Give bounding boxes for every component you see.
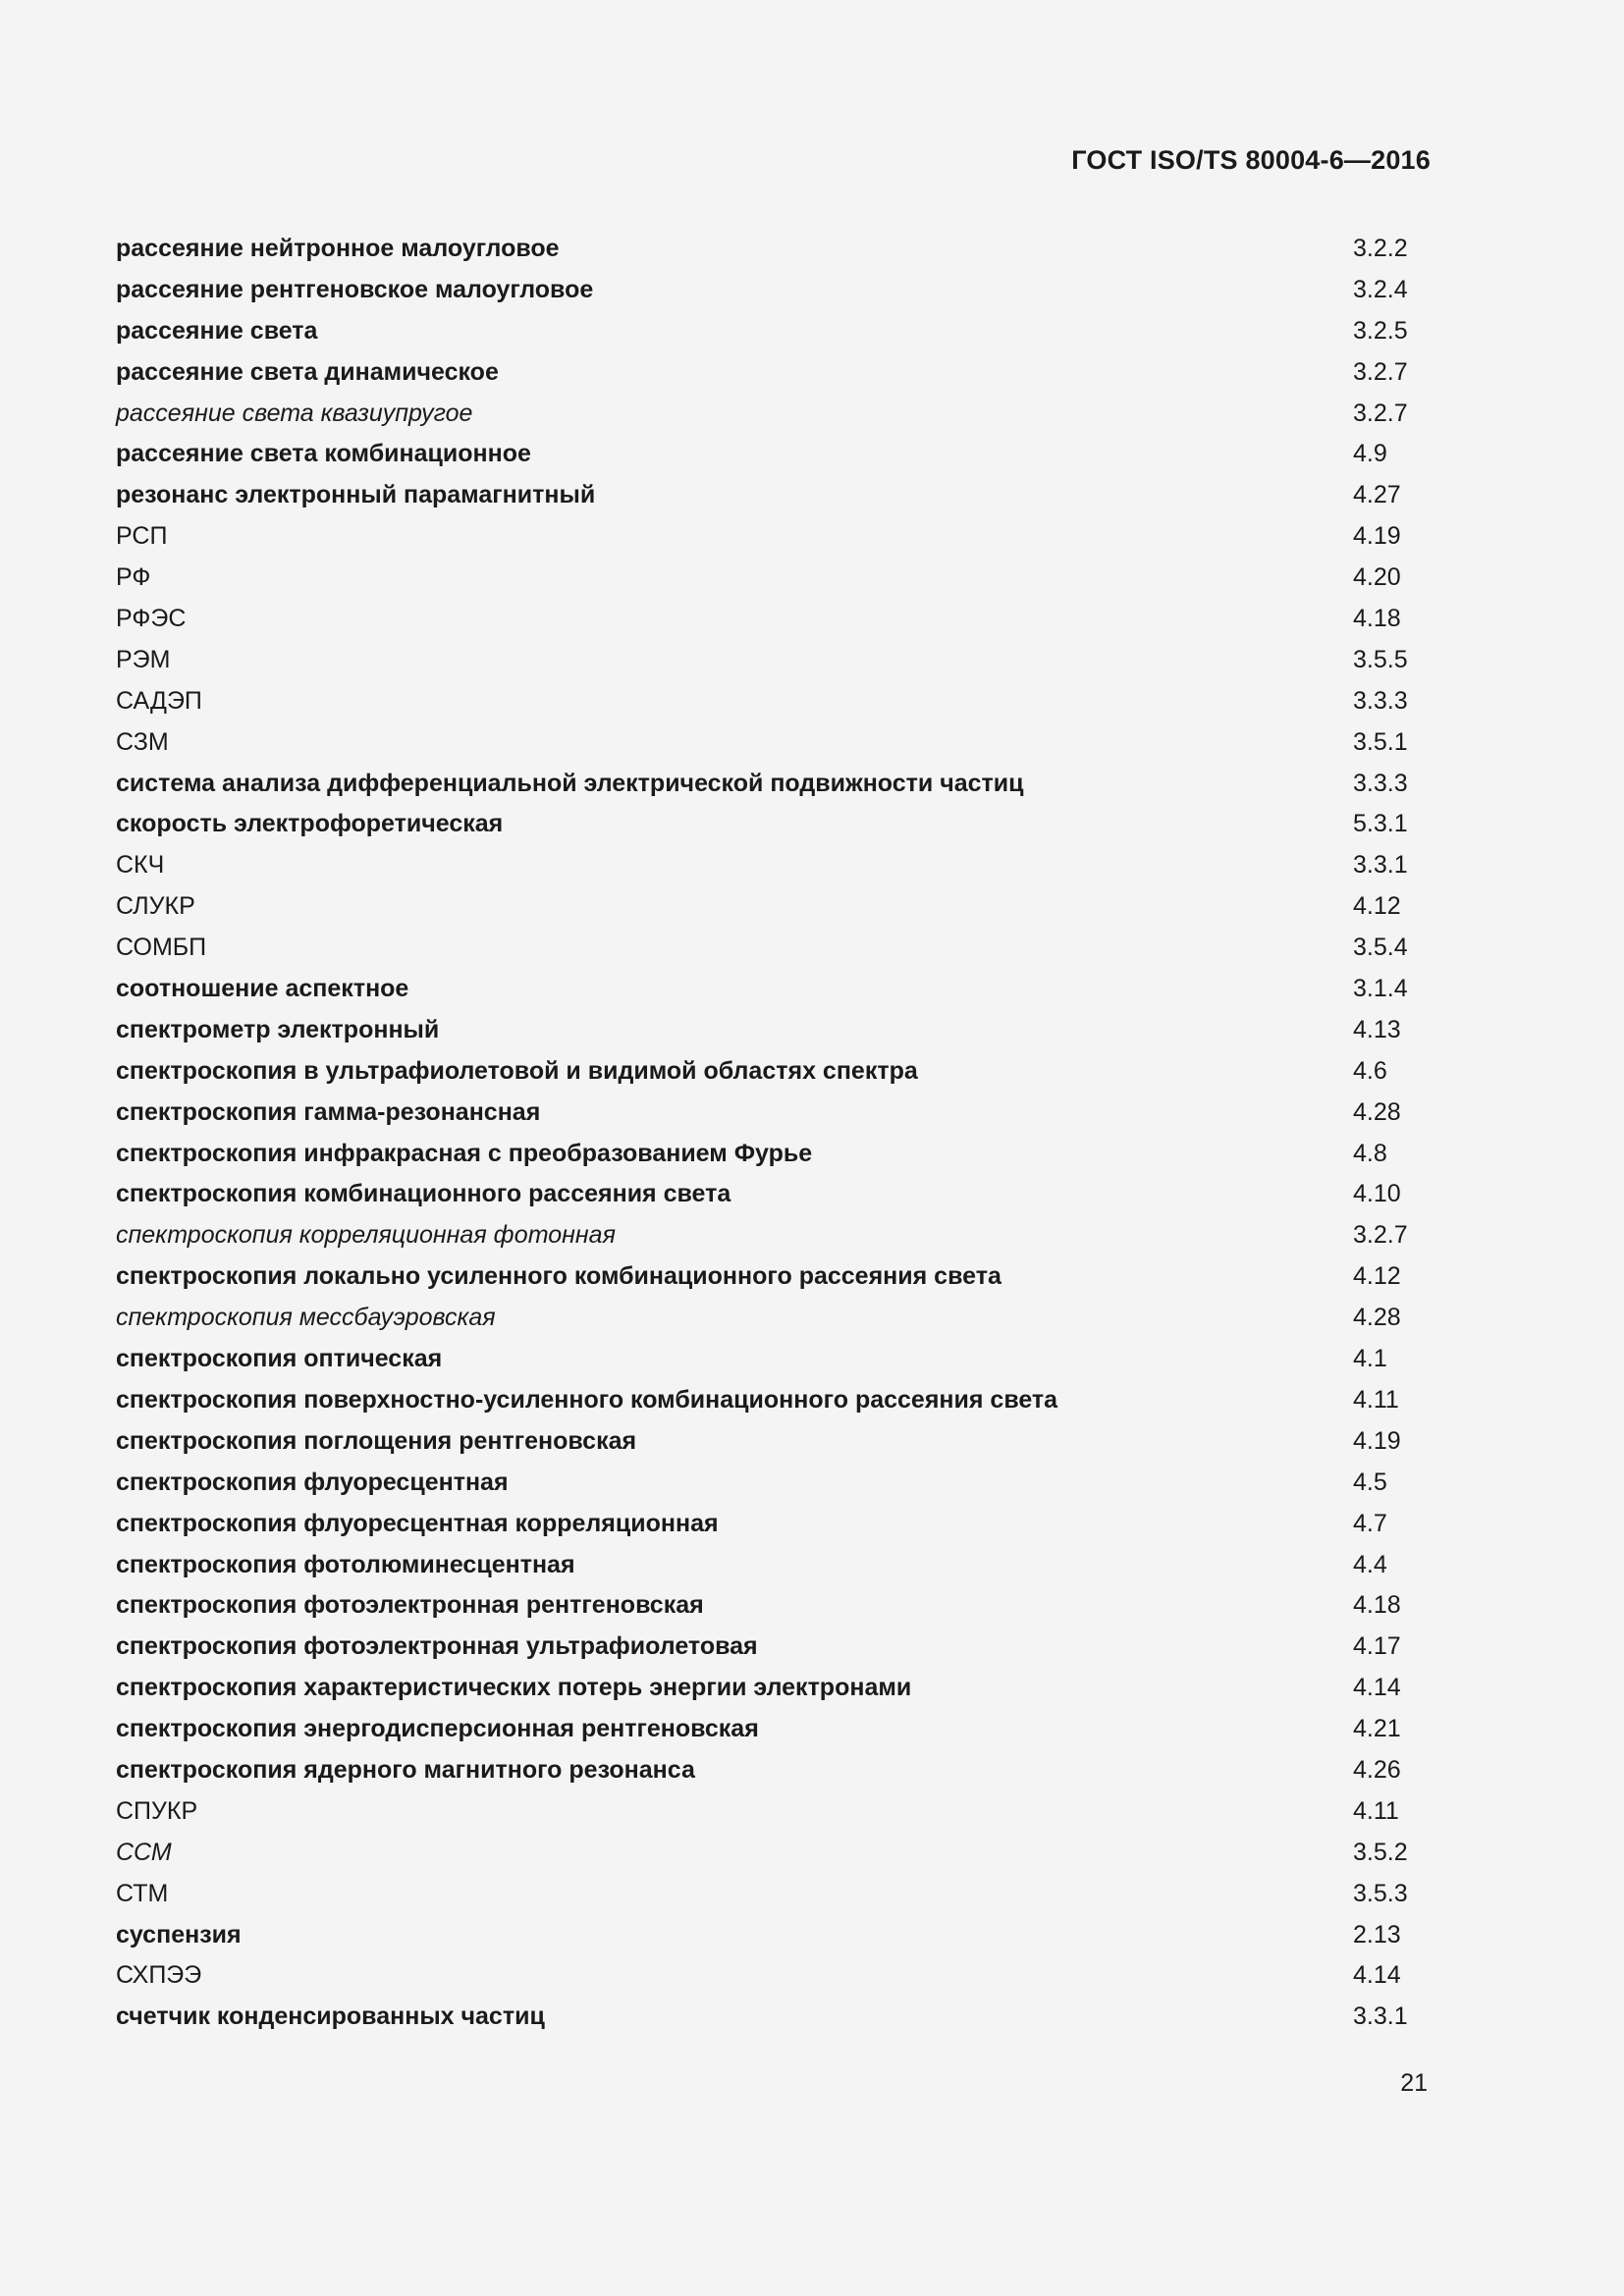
- index-reference: 3.5.3: [1353, 1879, 1408, 1907]
- index-term: рассеяние света квазиупругое: [116, 399, 473, 427]
- standard-code: ГОСТ ISO/TS 80004-6—2016: [1071, 145, 1431, 175]
- index-reference: 3.5.4: [1353, 934, 1408, 962]
- index-entry: [116, 1915, 1422, 1956]
- index-reference: 4.17: [1353, 1632, 1401, 1661]
- index-term: спектроскопия флуоресцентная: [116, 1468, 509, 1496]
- index-term: спектрометр электронный: [116, 1015, 440, 1043]
- index-reference: 4.6: [1353, 1056, 1387, 1085]
- index-entry: [116, 1833, 1422, 1874]
- index-term: рассеяние нейтронное малоугловое: [116, 235, 560, 262]
- index-reference: 3.2.7: [1353, 357, 1408, 386]
- index-entry: [116, 1874, 1422, 1915]
- index-term: спектроскопия инфракрасная с преобразованием Фурье: [116, 1139, 813, 1167]
- index-entry: [116, 434, 1422, 475]
- index-entry: [116, 845, 1422, 886]
- index-entry: [116, 1215, 1422, 1256]
- index-reference: 4.14: [1353, 1961, 1401, 1990]
- index-reference: 4.21: [1353, 1715, 1401, 1743]
- index-term: спектроскопия оптическая: [116, 1345, 443, 1373]
- index-term: РФЭС: [116, 605, 187, 633]
- index-reference: 3.2.7: [1353, 399, 1408, 427]
- index-term: РФ: [116, 563, 151, 592]
- index-entry: [116, 928, 1422, 969]
- index-entry: [116, 1955, 1422, 1997]
- index-entry: [116, 1504, 1422, 1545]
- index-term: СЗМ: [116, 727, 169, 756]
- index-reference: 3.5.2: [1353, 1838, 1408, 1866]
- index-entry: [116, 1051, 1422, 1093]
- index-term: рассеяние света динамическое: [116, 357, 499, 386]
- index-reference: 4.11: [1353, 1385, 1399, 1414]
- index-entry: [116, 558, 1422, 599]
- index-entry: [116, 394, 1422, 435]
- index-reference: 3.2.5: [1353, 316, 1408, 345]
- index-term: скорость электрофоретическая: [116, 810, 504, 838]
- index-entry: [116, 1627, 1422, 1668]
- index-entry: [116, 1339, 1422, 1380]
- index-entry: [116, 1791, 1422, 1833]
- index-entry: [116, 886, 1422, 928]
- index-term: резонанс электронный парамагнитный: [116, 481, 596, 509]
- index-term: РСП: [116, 522, 168, 551]
- index-term: спектроскопия фотоэлектронная ультрафиолетовая: [116, 1632, 758, 1661]
- index-reference: 4.4: [1353, 1550, 1387, 1578]
- index-term: спектроскопия поглощения рентгеновская: [116, 1426, 637, 1455]
- index-entry: [116, 1585, 1422, 1627]
- index-reference: 4.12: [1353, 1262, 1401, 1291]
- index-entry: [116, 599, 1422, 640]
- index-reference: 5.3.1: [1353, 810, 1408, 838]
- index-reference: 4.19: [1353, 522, 1401, 551]
- term-index-list: [116, 229, 1422, 2038]
- index-term: рассеяние рентгеновское малоугловое: [116, 275, 594, 303]
- index-term: спектроскопия поверхностно-усиленного комбинационного рассеяния света: [116, 1385, 1058, 1414]
- index-entry: [116, 681, 1422, 722]
- index-entry: [116, 1750, 1422, 1791]
- index-term: СОМБП: [116, 934, 207, 962]
- index-entry: [116, 516, 1422, 558]
- index-reference: 4.18: [1353, 1591, 1401, 1620]
- index-entry: [116, 352, 1422, 394]
- index-entry: [116, 1421, 1422, 1463]
- index-term: спектроскопия локально усиленного комбинационного рассеяния света: [116, 1262, 1001, 1291]
- index-entry: [116, 764, 1422, 805]
- index-entry: [116, 1298, 1422, 1339]
- index-reference: 3.3.1: [1353, 2002, 1408, 2031]
- index-reference: 4.14: [1353, 1674, 1401, 1702]
- index-term: СПУКР: [116, 1796, 198, 1825]
- index-entry: [116, 640, 1422, 681]
- index-term: рассеяние света: [116, 316, 318, 345]
- index-term: соотношение аспектное: [116, 975, 409, 1003]
- index-reference: 4.18: [1353, 605, 1401, 633]
- index-term: СХПЭЭ: [116, 1961, 202, 1990]
- index-term: спектроскопия комбинационного рассеяния света: [116, 1180, 731, 1208]
- index-entry: [116, 1668, 1422, 1709]
- index-term: система анализа дифференциальной электрической подвижности частиц: [116, 769, 1024, 797]
- index-reference: 4.19: [1353, 1426, 1401, 1455]
- index-reference: 4.1: [1353, 1345, 1387, 1373]
- index-entry: [116, 1093, 1422, 1134]
- index-term: САДЭП: [116, 686, 202, 715]
- index-reference: 4.7: [1353, 1509, 1387, 1537]
- index-reference: 4.12: [1353, 892, 1401, 921]
- page-number: 21: [1400, 2069, 1428, 2097]
- index-term: спектроскопия характеристических потерь энергии электронами: [116, 1674, 912, 1702]
- index-entry: [116, 1545, 1422, 1586]
- index-entry: [116, 1709, 1422, 1750]
- index-reference: 3.1.4: [1353, 975, 1408, 1003]
- index-entry: [116, 1174, 1422, 1215]
- index-reference: 3.2.4: [1353, 275, 1408, 303]
- index-entry: [116, 1380, 1422, 1421]
- index-reference: 3.2.7: [1353, 1221, 1408, 1250]
- index-reference: 4.28: [1353, 1304, 1401, 1332]
- index-reference: 4.13: [1353, 1015, 1401, 1043]
- index-term: спектроскопия фотоэлектронная рентгеновская: [116, 1591, 704, 1620]
- index-entry: [116, 1463, 1422, 1504]
- index-entry: [116, 722, 1422, 764]
- index-term: спектроскопия корреляционная фотонная: [116, 1221, 616, 1250]
- index-entry: [116, 1997, 1422, 2038]
- index-term: спектроскопия флуоресцентная корреляционная: [116, 1509, 719, 1537]
- index-reference: 2.13: [1353, 1920, 1401, 1949]
- index-term: СКЧ: [116, 851, 165, 880]
- index-reference: 4.27: [1353, 481, 1401, 509]
- index-entry: [116, 270, 1422, 311]
- index-reference: 4.20: [1353, 563, 1401, 592]
- index-term: суспензия: [116, 1920, 242, 1949]
- index-term: спектроскопия гамма-резонансная: [116, 1097, 541, 1126]
- index-entry: [116, 1256, 1422, 1298]
- index-term: счетчик конденсированных частиц: [116, 2002, 545, 2031]
- index-term: СЛУКР: [116, 892, 195, 921]
- index-reference: 4.8: [1353, 1139, 1387, 1167]
- index-reference: 3.3.1: [1353, 851, 1408, 880]
- index-reference: 3.5.5: [1353, 645, 1408, 673]
- index-reference: 4.28: [1353, 1097, 1401, 1126]
- index-entry: [116, 475, 1422, 516]
- index-reference: 4.5: [1353, 1468, 1387, 1496]
- index-reference: 4.9: [1353, 440, 1387, 468]
- index-term: спектроскопия ядерного магнитного резонанса: [116, 1755, 695, 1784]
- index-entry: [116, 1134, 1422, 1175]
- index-reference: 4.11: [1353, 1796, 1399, 1825]
- index-reference: 4.10: [1353, 1180, 1401, 1208]
- index-entry: [116, 311, 1422, 352]
- index-entry: [116, 229, 1422, 270]
- index-reference: 3.3.3: [1353, 686, 1408, 715]
- index-term: СТМ: [116, 1879, 169, 1907]
- index-term: РЭМ: [116, 645, 171, 673]
- index-term: спектроскопия мессбауэровская: [116, 1304, 496, 1332]
- index-reference: 3.3.3: [1353, 769, 1408, 797]
- index-reference: 3.5.1: [1353, 727, 1408, 756]
- index-entry: [116, 969, 1422, 1010]
- index-reference: 3.2.2: [1353, 235, 1408, 262]
- index-term: рассеяние света комбинационное: [116, 440, 531, 468]
- index-term: спектроскопия фотолюминесцентная: [116, 1550, 575, 1578]
- index-term: спектроскопия энергодисперсионная рентгеновская: [116, 1715, 759, 1743]
- index-term: ССМ: [116, 1838, 172, 1866]
- index-entry: [116, 1010, 1422, 1051]
- index-reference: 4.26: [1353, 1755, 1401, 1784]
- index-term: спектроскопия в ультрафиолетовой и видимой областях спектра: [116, 1056, 918, 1085]
- index-entry: [116, 804, 1422, 845]
